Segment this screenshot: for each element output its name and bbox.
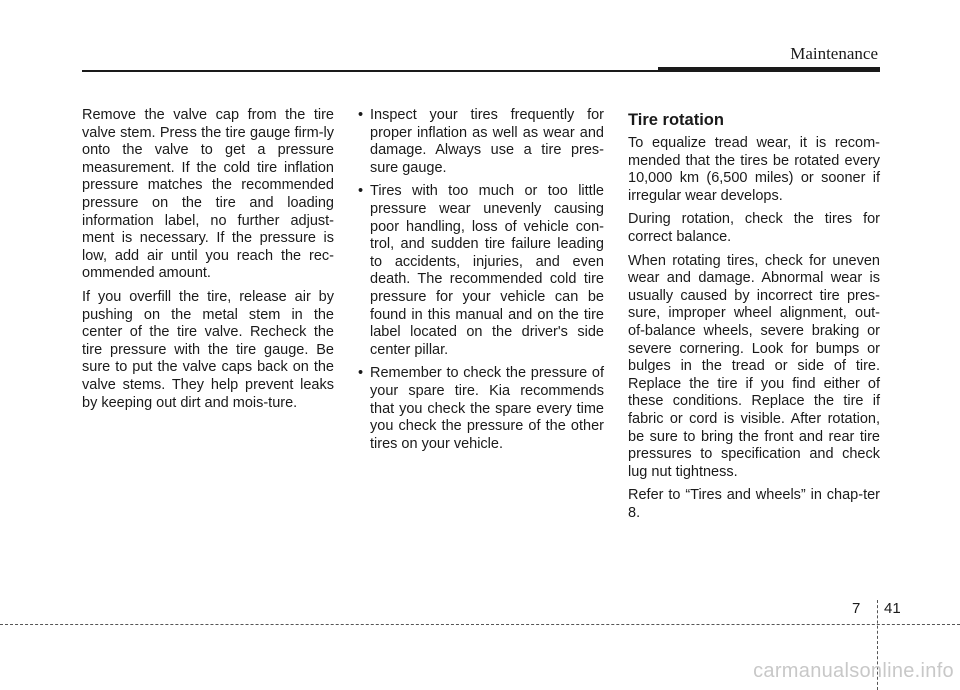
paragraph: When rotating tires, check for uneven wear and damage. Abnormal wear is usually caused by incorrect tire pres-sure, improper wheel alignment, out-of-balance wheels, severe braking or severe cornering. Look for bumps or bulges in the tread or side of tire. Replace the tire if you find either of these conditions. Replace the tire if fabric or cord is visible. After rotation, be sure to bring the front and rear tire pressures to specification and check lug nut tightness. [628, 252, 880, 480]
paragraph: If you overfill the tire, release air by pushing on the metal stem in the center of the tire valve. Recheck the tire pressure with the tire gauge. Be sure to put the valve caps back on the valve stems. They help prevent leaks by keeping out dirt and mois-ture. [82, 288, 334, 411]
header-rule [82, 70, 658, 72]
paragraph: Refer to “Tires and wheels” in chap-ter 8. [628, 487, 880, 521]
column-left [82, 107, 334, 418]
bullet-item: • Inspect your tires frequently for proper inflation as well as wear and damage. Always use a tire pres-sure gauge. [356, 107, 604, 177]
column-middle [356, 107, 604, 459]
page-number: 41 [884, 600, 901, 617]
footer-dashed-rule [0, 624, 960, 625]
watermark: carmanualsonline.info [753, 660, 954, 682]
section-heading: Tire rotation [628, 111, 724, 129]
paragraph: To equalize tread wear, it is recom-mended that the tires be rotated every 10,000 km (6,500 miles) or sooner if irregular wear develops. [628, 135, 880, 204]
chapter-number: 7 [852, 600, 861, 617]
header-rule-accent [658, 67, 880, 72]
bullet-item: • Remember to check the pressure of your spare tire. Kia recommends that you check the spare every time you check the pressure of the other tires on your vehicle. [356, 365, 604, 453]
bullet-list [356, 107, 604, 453]
bullet-item: • Tires with too much or too little pressure wear unevenly causing poor handling, loss of vehicle con-trol, and sudden tire failure leading to accidents, injuries, and even death. The recommended cold tire pressure for your vehicle can be found in this manual and on the tire label located on the driver's side center pillar. [356, 183, 604, 359]
paragraph: During rotation, check the tires for correct balance. [628, 211, 880, 245]
paragraph: Remove the valve cap from the tire valve stem. Press the tire gauge firm-ly onto the valve to get a pressure measurement. If the cold tire inflation pressure matches the recommended pressure on the tire and loading information label, no further adjust-ment is necessary. If the pressure is low, add air until you reach the rec-ommended amount. [82, 107, 334, 282]
column-right [628, 107, 880, 528]
page-header-title: Maintenance [790, 44, 878, 63]
